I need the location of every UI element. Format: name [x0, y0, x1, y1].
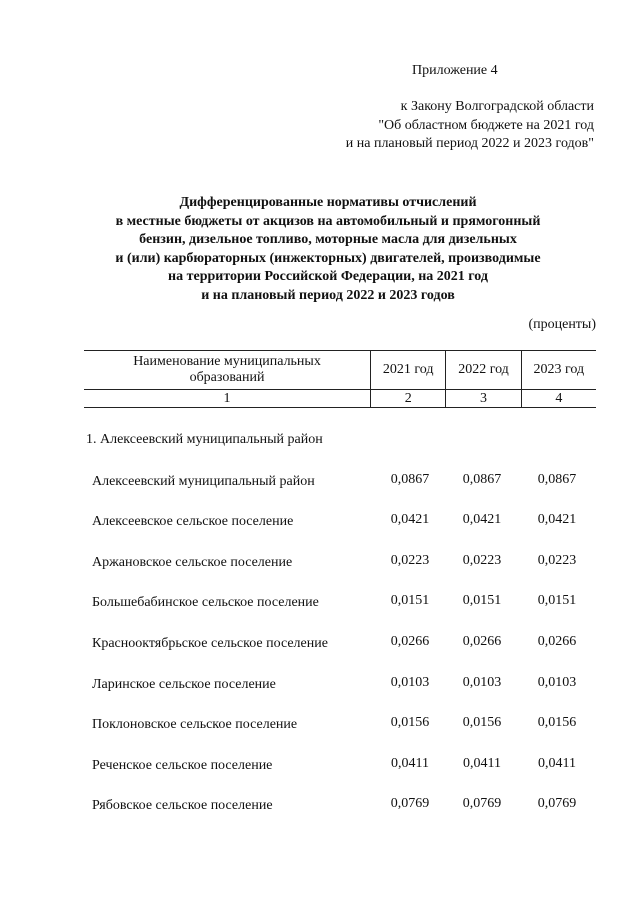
header-2023: 2023 год: [521, 351, 596, 390]
table-row: [84, 514, 596, 534]
title-line: в местные бюджеты от акцизов на автомобильный и прямогонный: [115, 213, 541, 229]
column-number: 3: [446, 390, 521, 408]
value-2023: 0,0421: [537, 512, 577, 527]
row-name: Алексеевский муниципальный район: [92, 474, 315, 489]
table-row: [84, 758, 596, 778]
header-name: Наименование муниципальных образований: [84, 351, 371, 390]
column-number-row: [84, 390, 596, 408]
value-2021: 0,0411: [391, 756, 429, 771]
document-title: [60, 194, 596, 306]
header-2022: 2022 год: [446, 351, 521, 390]
value-2023: 0,0223: [537, 553, 577, 568]
value-2023: 0,0156: [537, 715, 577, 730]
value-2023: 0,0103: [537, 675, 577, 690]
title-line: Дифференцированные нормативы отчислений: [179, 195, 477, 210]
row-name: Большебабинское сельское поселение: [92, 595, 319, 610]
value-2022: 0,0411: [463, 756, 501, 771]
table-row: [84, 798, 596, 818]
row-name: Реченское сельское поселение: [92, 758, 273, 773]
law-reference-line: "Об областном бюджете на 2021 год: [378, 117, 594, 133]
law-reference-line: и на плановый период 2022 и 2023 годов": [345, 136, 594, 151]
value-2021: 0,0421: [390, 512, 430, 527]
value-2021: 0,0266: [390, 634, 430, 649]
value-2021: 0,0156: [390, 715, 430, 730]
row-name: Рябовское сельское поселение: [92, 798, 273, 813]
section-title: 1. Алексеевский муниципальный район: [86, 432, 323, 447]
title-line: на территории Российской Федерации, на 2021 год: [168, 269, 488, 285]
law-reference: [346, 98, 594, 154]
law-reference-line: к Закону Волгоградской области: [400, 99, 594, 114]
row-name: Аржановское сельское поселение: [92, 555, 293, 570]
table-header-row: [84, 351, 596, 390]
row-name: Поклоновское сельское поселение: [92, 717, 298, 732]
column-number: 4: [521, 390, 596, 408]
table-row: [84, 474, 596, 494]
value-2022: 0,0266: [462, 634, 502, 649]
value-2022: 0,0156: [462, 715, 502, 730]
value-2023: 0,0411: [538, 756, 576, 771]
table-row: [84, 595, 596, 615]
value-2021: 0,0103: [390, 675, 430, 690]
units-label: (проценты): [528, 317, 596, 332]
value-2021: 0,0151: [390, 593, 430, 608]
value-2021: 0,0867: [390, 472, 430, 487]
value-2022: 0,0103: [462, 675, 502, 690]
column-number: 2: [371, 390, 446, 408]
table-row: [84, 636, 596, 656]
appendix-label: Приложение 4: [412, 63, 498, 78]
title-line: и на плановый период 2022 и 2023 годов: [201, 287, 455, 303]
value-2023: 0,0266: [537, 634, 577, 649]
title-line: бензин, дизельное топливо, моторные масла для дизельных: [139, 232, 517, 248]
value-2023: 0,0769: [537, 796, 577, 811]
row-name: Алексеевское сельское поселение: [92, 514, 294, 529]
value-2023: 0,0151: [537, 593, 577, 608]
value-2022: 0,0151: [462, 593, 502, 608]
value-2022: 0,0769: [462, 796, 502, 811]
header-2021: 2021 год: [371, 351, 446, 390]
table-row: [84, 717, 596, 737]
value-2021: 0,0769: [390, 796, 430, 811]
value-2022: 0,0223: [462, 553, 502, 568]
row-name: Краснооктябрьское сельское поселение: [92, 636, 328, 651]
table-row: [84, 555, 596, 575]
norms-table-header: [84, 350, 596, 408]
table-row: [84, 677, 596, 697]
value-2022: 0,0421: [462, 512, 502, 527]
value-2022: 0,0867: [462, 472, 502, 487]
column-number: 1: [84, 390, 371, 408]
title-line: и (или) карбюраторных (инжекторных) двигателей, производимые: [115, 250, 541, 266]
value-2023: 0,0867: [537, 472, 577, 487]
value-2021: 0,0223: [390, 553, 430, 568]
row-name: Ларинское сельское поселение: [92, 677, 276, 692]
